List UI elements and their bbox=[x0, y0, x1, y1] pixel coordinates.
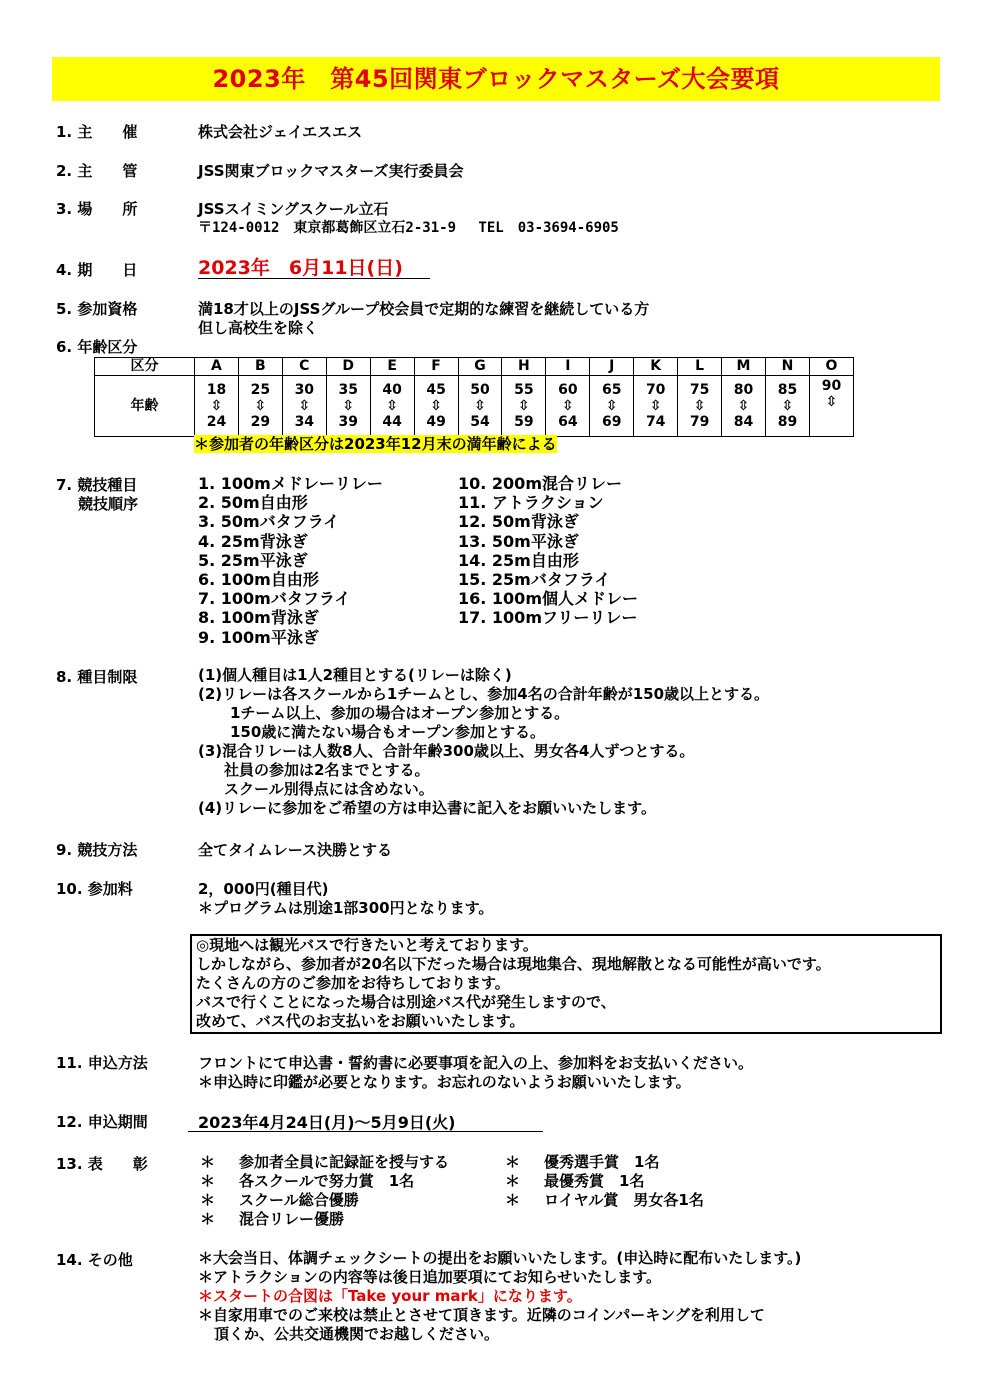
event-item: 11. アトラクション bbox=[458, 493, 604, 513]
age-table-range-row bbox=[95, 376, 854, 437]
other-note-line: ＊アトラクションの内容等は後日追加要項にてお知らせいたします。 bbox=[198, 1268, 662, 1286]
restriction-line: 1チーム以上、参加の場合はオープン参加とする。 bbox=[230, 704, 570, 722]
management-value: JSS関東ブロックマスターズ実行委員会 bbox=[198, 162, 464, 180]
application-method-line-1: フロントにて申込書・誓約書に必要事項を記入の上、参加料をお支払いください。 bbox=[198, 1054, 754, 1072]
awards-left-list bbox=[200, 1153, 449, 1229]
age-class-cell: D bbox=[326, 358, 370, 376]
age-range-cell: 85 ⇳ 89 bbox=[765, 376, 809, 437]
age-range-cell: 50 ⇳ 54 bbox=[458, 376, 502, 437]
event-item: 14. 25m自由形 bbox=[458, 550, 579, 570]
event-item: 17. 100mフリーリレー bbox=[458, 608, 638, 628]
up-down-arrow-icon: ⇳ bbox=[649, 398, 662, 414]
up-down-arrow-icon: ⇳ bbox=[342, 398, 355, 414]
restriction-line: 社員の参加は2名までとする。 bbox=[224, 761, 430, 779]
program-fee-note: ＊プログラムは別途1部300円となります。 bbox=[198, 899, 494, 917]
restrictions-list bbox=[198, 666, 769, 818]
up-down-arrow-icon: ⇳ bbox=[210, 398, 223, 414]
age-class-cell: N bbox=[765, 358, 809, 376]
age-class-cell: C bbox=[282, 358, 326, 376]
section-14-label: 14. その他 bbox=[56, 1251, 133, 1269]
age-class-cell: O bbox=[809, 358, 853, 376]
organizer-value: 株式会社ジェイエスエス bbox=[198, 123, 363, 141]
age-class-cell: E bbox=[370, 358, 414, 376]
event-item: 9. 100m平泳ぎ bbox=[198, 627, 319, 647]
award-item: ＊ ロイヤル賞 男女各1名 bbox=[505, 1191, 704, 1209]
age-range-cell: 30 ⇳ 34 bbox=[282, 376, 326, 437]
up-down-arrow-icon: ⇳ bbox=[430, 398, 442, 414]
age-header-label: 区分 bbox=[95, 358, 195, 376]
section-5-label: 5. 参加資格 bbox=[56, 300, 138, 318]
section-8-label: 8. 種目制限 bbox=[56, 668, 138, 686]
age-class-cell: J bbox=[590, 358, 634, 376]
section-7-label: 7. 競技種目 bbox=[56, 476, 138, 494]
age-table-header-row bbox=[95, 358, 854, 376]
age-class-cell: I bbox=[546, 358, 590, 376]
notice-line: 改めて、バス代のお支払いをお願いいたします。 bbox=[196, 1012, 525, 1030]
up-down-arrow-icon: ⇳ bbox=[605, 398, 618, 414]
age-range-cell: 80 ⇳ 84 bbox=[722, 376, 766, 437]
age-range-cell: 40 ⇳ 44 bbox=[370, 376, 414, 437]
other-note-line: 頂くか、公共交通機関でお越しください。 bbox=[214, 1325, 500, 1343]
events-left-list bbox=[198, 474, 383, 647]
restriction-line: (2)リレーは各スクールから1チームとし、参加4名の合計年齢が150歳以上とする。 bbox=[198, 685, 770, 703]
entry-fee: 2，000円(種目代) bbox=[198, 880, 329, 898]
event-item: 16. 100m個人メドレー bbox=[458, 589, 638, 609]
section-11-label: 11. 申込方法 bbox=[56, 1054, 148, 1072]
other-notes bbox=[198, 1249, 801, 1344]
age-range-cell: 65 ⇳ 69 bbox=[590, 376, 634, 437]
age-class-cell: K bbox=[634, 358, 678, 376]
up-down-arrow-icon: ⇳ bbox=[737, 398, 750, 414]
award-item: ＊ スクール総合優勝 bbox=[200, 1191, 359, 1209]
venue-address: 〒124-0012 東京都葛飾区立石2-31-9 TEL 03-3694-6905 bbox=[198, 220, 619, 236]
bus-notice-box bbox=[190, 934, 942, 1034]
age-class-cell: F bbox=[414, 358, 458, 376]
up-down-arrow-icon: ⇳ bbox=[781, 398, 794, 414]
award-item: ＊ 最優秀賞 1名 bbox=[505, 1172, 645, 1190]
age-range-cell: 60 ⇳ 64 bbox=[546, 376, 590, 437]
notice-line: バスで行くことになった場合は別途バス代が発生しますので、 bbox=[196, 993, 616, 1011]
section-13-label: 13. 表 彰 bbox=[56, 1155, 148, 1173]
page-title: 2023年 第45回関東ブロックマスターズ大会要項 bbox=[212, 65, 780, 93]
up-down-arrow-icon: ⇳ bbox=[474, 398, 486, 414]
other-note-line: ＊自家用車でのご来校は禁止とさせて頂きます。近隣のコインパーキングを利用して bbox=[198, 1306, 765, 1324]
section-9-label: 9. 競技方法 bbox=[56, 841, 138, 859]
notice-line: たくさんの方のご参加をお待ちしております。 bbox=[196, 974, 510, 992]
eligibility-line-1: 満18才以上のJSSグループ校会員で定期的な練習を継続している方 bbox=[198, 300, 650, 318]
venue-value: JSSスイミングスクール立石 bbox=[198, 200, 389, 218]
age-range-cell: 35 ⇳ 39 bbox=[326, 376, 370, 437]
up-down-arrow-icon: ⇳ bbox=[298, 398, 311, 414]
event-item: 7. 100mバタフライ bbox=[198, 589, 351, 609]
up-down-arrow-icon: ⇳ bbox=[518, 398, 530, 414]
age-class-cell: A bbox=[195, 358, 239, 376]
other-note-line: ＊大会当日、体調チェックシートの提出をお願いいたします。(申込時に配布いたします。) bbox=[198, 1249, 802, 1267]
age-range-cell: 75 ⇳ 79 bbox=[678, 376, 722, 437]
date-underline bbox=[198, 278, 430, 279]
application-period: 2023年4月24日(月)～5月9日(火) bbox=[198, 1113, 456, 1132]
start-signal-note: ＊スタートの合図は「Take your mark」になります。 bbox=[198, 1287, 582, 1305]
competition-method: 全てタイムレース決勝とする bbox=[198, 841, 392, 859]
section-6-label: 6. 年齢区分 bbox=[56, 338, 138, 356]
restriction-line: (3)混合リレーは人数8人、合計年齢300歳以上、男女各4人ずつとする。 bbox=[198, 742, 695, 760]
event-item: 4. 25m背泳ぎ bbox=[198, 531, 308, 551]
event-item: 12. 50m背泳ぎ bbox=[458, 512, 579, 532]
period-underline bbox=[188, 1131, 543, 1132]
age-range-cell: 55 ⇳ 59 bbox=[502, 376, 546, 437]
notice-line: しかしながら、参加者が20名以下だった場合は現地集合、現地解散となる可能性が高いです。 bbox=[196, 955, 831, 973]
application-method-line-2: ＊申込時に印鑑が必要となります。お忘れのないようお願いいたします。 bbox=[198, 1073, 691, 1091]
restriction-line: (1)個人種目は1人2種目とする(リレーは除く) bbox=[198, 666, 512, 684]
section-12-label: 12. 申込期間 bbox=[56, 1113, 148, 1131]
event-item: 6. 100m自由形 bbox=[198, 570, 319, 590]
awards-right-list bbox=[505, 1153, 704, 1210]
section-1-label: 1. 主 催 bbox=[56, 123, 138, 141]
age-class-cell: B bbox=[238, 358, 282, 376]
section-4-label: 4. 期 日 bbox=[56, 261, 138, 279]
event-date: 2023年 6月11日(日) bbox=[198, 257, 403, 279]
event-item: 3. 50mバタフライ bbox=[198, 512, 340, 532]
award-item: ＊ 優秀選手賞 1名 bbox=[505, 1153, 660, 1171]
event-item: 10. 200m混合リレー bbox=[458, 474, 622, 493]
event-item: 5. 25m平泳ぎ bbox=[198, 550, 308, 570]
event-item: 13. 50m平泳ぎ bbox=[458, 531, 579, 551]
event-item: 8. 100m背泳ぎ bbox=[198, 608, 319, 628]
section-2-label: 2. 主 管 bbox=[56, 162, 138, 180]
award-item: ＊ 参加者全員に記録証を授与する bbox=[200, 1153, 450, 1171]
award-item: ＊ 各スクールで努力賞 1名 bbox=[200, 1172, 415, 1190]
notice-line: ◎現地へは観光バスで行きたいと考えております。 bbox=[196, 936, 538, 954]
up-down-arrow-icon: ⇳ bbox=[693, 398, 706, 414]
age-range-cell: 25 ⇳ 29 bbox=[238, 376, 282, 437]
age-row-label: 年齢 bbox=[95, 376, 195, 437]
up-down-arrow-icon: ⇳ bbox=[386, 398, 399, 414]
event-item: 15. 25mバタフライ bbox=[458, 570, 611, 590]
age-class-cell: L bbox=[678, 358, 722, 376]
award-item: ＊ 混合リレー優勝 bbox=[200, 1210, 345, 1228]
restriction-line: 150歳に満たない場合もオープン参加とする。 bbox=[230, 723, 545, 741]
restriction-line: (4)リレーに参加をご希望の方は申込書に記入をお願いいたします。 bbox=[198, 799, 656, 817]
age-range-cell: 18 ⇳ 24 bbox=[195, 376, 239, 437]
age-range-cell: 70 ⇳ 74 bbox=[634, 376, 678, 437]
events-right-list bbox=[458, 474, 638, 628]
section-10-label: 10. 参加料 bbox=[56, 880, 133, 898]
age-class-cell: H bbox=[502, 358, 546, 376]
event-item: 1. 100mメドレーリレー bbox=[198, 474, 383, 493]
eligibility-line-2: 但し高校生を除く bbox=[198, 319, 319, 337]
age-range-cell: 45 ⇳ 49 bbox=[414, 376, 458, 437]
restriction-line: スクール別得点には含めない。 bbox=[224, 780, 434, 798]
age-class-cell: M bbox=[722, 358, 766, 376]
up-down-arrow-icon: ⇳ bbox=[825, 394, 838, 410]
age-class-table bbox=[94, 357, 854, 437]
age-note: ＊参加者の年齢区分は2023年12月末の満年齢による bbox=[194, 435, 557, 453]
up-down-arrow-icon: ⇳ bbox=[561, 398, 574, 414]
age-range-cell: 90 ⇳ bbox=[809, 376, 853, 437]
event-item: 2. 50m自由形 bbox=[198, 493, 308, 513]
section-3-label: 3. 場 所 bbox=[56, 200, 138, 218]
up-down-arrow-icon: ⇳ bbox=[254, 398, 267, 414]
section-7-sublabel: 競技順序 bbox=[78, 495, 139, 513]
age-class-cell: G bbox=[458, 358, 502, 376]
